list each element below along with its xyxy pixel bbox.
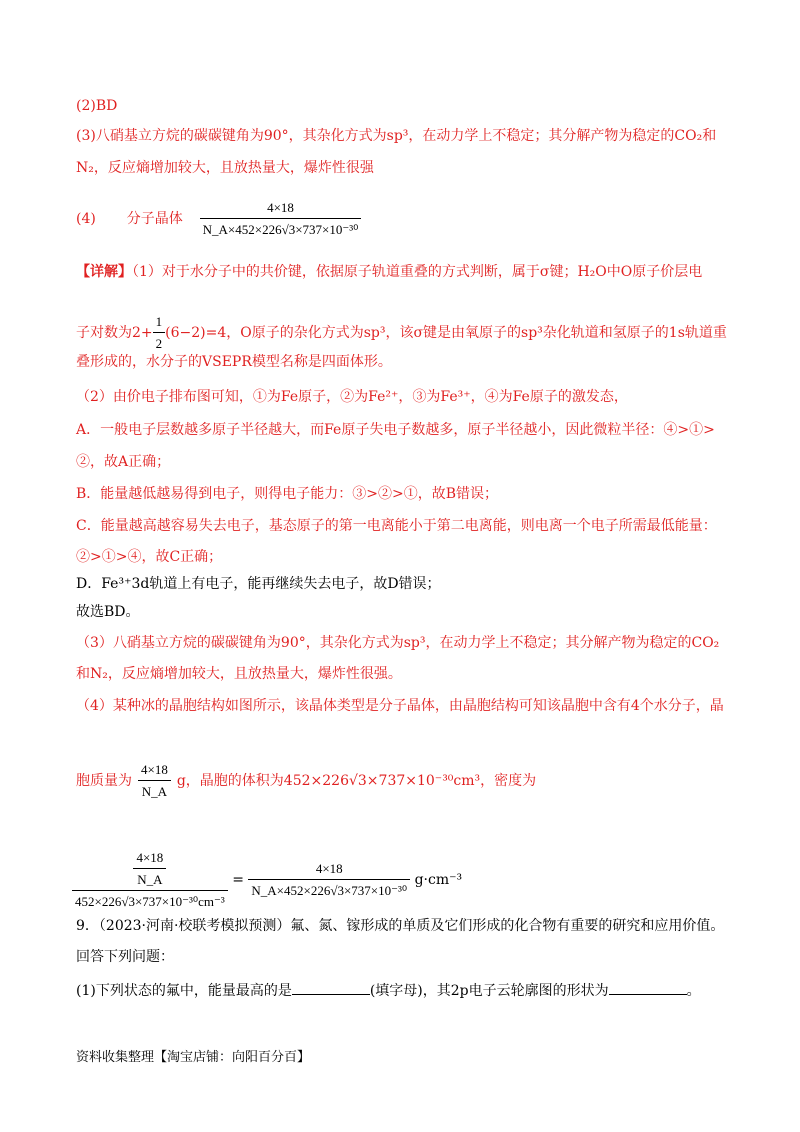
detail-p4-line1: （4）某种冰的晶胞结构如图所示，该晶体类型是分子晶体，由晶胞结构可知该晶胞中含有4个水分子，晶 — [76, 698, 724, 714]
question-9-line1: 9．（2023·河南·校联考模拟预测）氟、氮、镓形成的单质及它们形成的化合物有重要的研究和应用价值。 — [76, 918, 725, 934]
density-left-fraction: $\frac{\frac{4\times 18}{N\_A}}{\text{452×226√3×737×10⁻³⁰cm⁻³}}$ — [72, 848, 228, 912]
detail-p1-line2: 子对数为2+ $\frac{1}{2}$ (6−2)=4，O原子的杂化方式为sp³，该σ键是由氧原子的sp³杂化轨道和氢原子的1s轨道重 — [76, 312, 727, 354]
detail-p1-line3: 叠形成的，水分子的VSEPR模型名称是四面体形。 — [76, 354, 392, 370]
option-c-line2: ②>①>④，故C正确； — [76, 549, 223, 565]
answer-4-formula: $\frac{4\times 18}{\text{N\_A×452×226√3×737×10⁻³⁰}}$ — [200, 198, 362, 240]
density-inner-fraction: $\frac{4\times 18}{N\_A}$ — [133, 848, 166, 890]
option-b: B．能量越低越易得到电子，则得电子能力：③>②>①，故B错误； — [76, 486, 499, 502]
answer-4-label: (4) — [76, 211, 96, 227]
detail-p1-line1: 【详解】（1）对于水分子中的共价键，依据原子轨道重叠的方式判断，属于σ键；H₂O中O原子价层电 — [76, 264, 703, 280]
answer-blank-2[interactable] — [609, 980, 687, 995]
answer-2: (2)BD — [76, 98, 118, 114]
answer-4-type: 分子晶体 — [126, 211, 183, 227]
detail-p2-line1: （2）由价电子排布图可知，①为Fe原子，②为Fe²⁺，③为Fe³⁺，④为Fe原子的激发态， — [76, 389, 628, 405]
density-right-fraction: $\frac{4\times 18}{\text{N\_A×452×226√3×737×10⁻³⁰}}$ — [248, 859, 410, 901]
density-equation: $\frac{\frac{4\times 18}{N\_A}}{\text{452×226√3×737×10⁻³⁰cm⁻³}}$ = $\frac{4\times 18}{\text{N\_A×452×226√3×737×10⁻³⁰}}$ g·cm⁻³ — [72, 848, 462, 912]
mass-fraction: $\frac{4\times 18}{N\_A}$ — [138, 760, 171, 802]
answer-4 — [76, 198, 361, 240]
answer-3-line1: (3)八硝基立方烷的碳碳键角为90°，其杂化方式为sp³，在动力学上不稳定；其分解产物为稳定的CO₂和 — [76, 128, 717, 144]
option-a-line1: A．一般电子层数越多原子半径越大，而Fe原子失电子数越多，原子半径越小，因此微粒半径：④>①> — [76, 422, 715, 438]
option-c-line1: C．能量越高越容易失去电子，基态原子的第一电离能小于第二电离能，则电离一个电子所需最低能量： — [76, 518, 717, 534]
half-fraction: $\frac{1}{2}$ — [153, 312, 166, 354]
detail-p3-line2: 和N₂，反应熵增加较大，且放热量大，爆炸性很强。 — [76, 666, 402, 682]
choice-answer: 故选BD。 — [76, 604, 140, 620]
option-d: D．Fe³⁺3d轨道上有电子，能再继续失去电子，故D错误； — [76, 576, 441, 592]
answer-3-line2: N₂，反应熵增加较大，且放热量大，爆炸性很强 — [76, 160, 374, 176]
detail-p3-line1: （3）八硝基立方烷的碳碳键角为90°，其杂化方式为sp³，在动力学上不稳定；其分解产物为稳定的CO₂ — [76, 635, 720, 651]
question-9-line2: 回答下列问题： — [76, 949, 174, 965]
detail-p4-line2: 胞质量为 $\frac{4\times 18}{N\_A}$ g，晶胞的体积为452×226√3×737×10⁻³⁰cm³，密度为 — [76, 760, 536, 802]
answer-blank-1[interactable] — [292, 980, 370, 995]
detail-header: 【详解】 — [76, 264, 132, 280]
footer-source: 资料收集整理【淘宝店铺：向阳百分百】 — [76, 1050, 311, 1065]
density-unit: g·cm⁻³ — [414, 872, 463, 888]
option-a-line2: ②，故A正确； — [76, 454, 171, 470]
question-9-line3: (1)下列状态的氟中，能量最高的是 (填字母)，其2p电子云轮廓图的形状为 。 — [76, 980, 701, 1001]
